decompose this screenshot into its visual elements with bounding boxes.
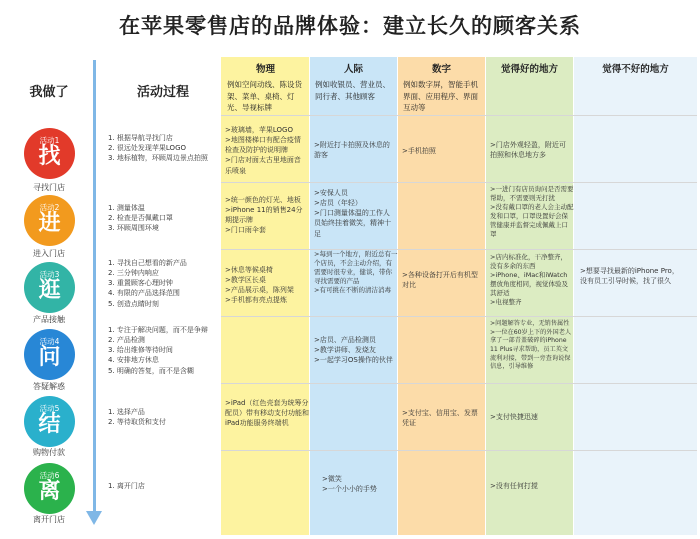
column-divider xyxy=(485,57,486,535)
activity-badge-enter xyxy=(24,195,75,246)
people-column-bg xyxy=(309,57,397,535)
activity-number: 活动2 xyxy=(39,203,60,212)
process-steps-text: 1. 测量体温 2. 检查是否佩戴口罩 3. 环顾周围环境 xyxy=(108,204,173,233)
header-physical-title: 物理 xyxy=(255,64,275,75)
column-divider xyxy=(397,57,398,535)
activity-number: 活动4 xyxy=(39,337,60,346)
process-steps-text: 1. 寻找自己想看的新产品 2. 三分钟内响应 3. 重置顾客心理时钟 4. 有限的产品选择范围 5. 创造点睛时刻 xyxy=(108,259,187,308)
header-bad-title: 觉得不好的地方 xyxy=(602,64,669,75)
row-divider xyxy=(221,383,697,384)
activity-badge-checkout xyxy=(24,396,75,447)
physical-cell: >统一颜色的灯光、地板 >iPhone 11的销售24分期提示牌 >门口雨伞套 xyxy=(225,196,303,235)
header-people-desc: 例如收银员、营业员、同行者、其他顾客 xyxy=(315,80,390,101)
left-column-header: 我做了 xyxy=(29,85,69,100)
physical-cell: >休息等候桌椅 >教学区长桌 >产品展示桌，陈列架 >手机都有亮点提炼 xyxy=(225,266,294,305)
activity-badge-leave xyxy=(24,463,75,514)
page-title: 在苹果零售店的品牌体验：建立长久的顾客关系 xyxy=(119,14,581,38)
header-good xyxy=(485,57,573,115)
good-cell: >问题解答专业，无销售属性 >一位在60岁上下的外国老人拿了一部青盖破碎的iPhone 11 Plus寻求帮助，员工英文流利对接，带到一旁查询说保信息，引导维修 xyxy=(490,320,572,371)
physical-cell: >iPad（红色壳套为统筹分配员）带有移动支付功能和iPad功能服务终端机 xyxy=(225,399,309,428)
activity-char: 找 xyxy=(38,144,61,169)
stage-label: 寻找门店 xyxy=(33,183,65,192)
activity-char: 逛 xyxy=(38,278,61,303)
row-divider xyxy=(221,450,697,451)
row-divider xyxy=(221,182,697,183)
row-divider xyxy=(221,249,697,250)
row-divider xyxy=(221,115,697,116)
header-bad xyxy=(573,57,697,115)
good-cell: >没有任何打搅 xyxy=(490,482,538,490)
process-column-header: 活动过程 xyxy=(136,85,189,100)
process-steps xyxy=(108,481,218,491)
good-cell: >店内标准化，干净整齐，没有多余的东西 >iPhone、iMac和iWatch摆放角度相同，视觉体验及其舒适 >电视整齐 xyxy=(490,253,568,307)
header-physical xyxy=(221,57,309,115)
people-cell: >安保人员 >店员（年轻） >门口测量体温的工作人员始终挂着微笑，精神十足 xyxy=(314,189,391,238)
good-cell: >一进门有店员询问是否需要帮助，不需要则无打扰 >没有戴口罩的老人会主动配发和口罩，口罩设置好会保管健康并监督完成佩戴上口罩 xyxy=(490,185,574,239)
activity-badge-browse xyxy=(24,262,75,313)
process-steps xyxy=(108,407,218,427)
timeline-arrow-head xyxy=(86,511,102,525)
people-cell: >每到一个地方，附近总有一个店员，不会主动介绍，有需要时很专业，健谈，带你寻找需要的产品 >有可挑在不断的清洁消毒 xyxy=(314,250,398,295)
process-steps xyxy=(108,133,218,163)
process-steps xyxy=(108,258,220,309)
stage-label: 答疑解惑 xyxy=(33,382,65,391)
activity-number: 活动5 xyxy=(39,404,60,413)
header-physical-desc: 例如空间动线、陈设货架、菜单、桌椅、灯光、导视标牌 xyxy=(227,80,302,112)
activity-char: 进 xyxy=(38,211,61,236)
bad-column-bg xyxy=(573,57,697,535)
process-steps-text: 1. 离开门店 xyxy=(108,482,145,490)
stage-label: 购物付款 xyxy=(33,448,65,457)
row-divider xyxy=(221,316,697,317)
header-digital-desc: 例如数字屏，智能手机界面、应用程序、界面互动等 xyxy=(403,80,478,112)
people-cell: >店员、产品检测员 >教学讲师、发烧友 >一起学习OS操作的伙伴 xyxy=(314,336,393,365)
good-cell: >门店外观轻盈，附近可拍照和休息地方多 xyxy=(490,141,566,160)
digital-cell: >手机拍照 xyxy=(402,147,436,155)
good-cell: >支付快捷迅速 xyxy=(490,413,538,421)
process-steps xyxy=(108,203,218,233)
activity-char: 结 xyxy=(38,412,61,437)
physical-cell: >玻璃墙，苹果LOGO >地图楼梯口有配合疫情检查及防护的说明牌 >门店对面太古里地面音乐喷泉 xyxy=(225,126,301,175)
header-people xyxy=(309,57,397,115)
header-people-title: 人际 xyxy=(343,64,363,75)
activity-badge-ask xyxy=(24,329,75,380)
column-divider xyxy=(573,57,574,535)
header-digital-title: 数字 xyxy=(431,64,451,75)
bad-cell: >想要寻找最新的iPhone Pro，没有员工引导时候，找了很久 xyxy=(580,267,679,286)
process-steps xyxy=(108,325,220,376)
process-steps-text: 1. 根据导航寻找门店 2. 很远处发现苹果LOGO 3. 地标植物，环顾周边景点拍照 xyxy=(108,134,208,163)
digital-column-bg xyxy=(397,57,485,535)
stage-label: 产品接触 xyxy=(33,315,65,324)
timeline-arrow-line xyxy=(93,60,96,515)
activity-number: 活动1 xyxy=(39,136,60,145)
process-steps-text: 1. 专注于解决问题，而不是争辩 2. 产品检测 3. 给出维修等待时间 4. 安排地方休息 5. 明确的答复，而不是含糊 xyxy=(108,326,208,375)
activity-char: 问 xyxy=(38,345,61,370)
header-digital xyxy=(397,57,485,115)
people-cell: >附近打卡拍照及休息的游客 xyxy=(314,141,390,160)
activity-badge-find xyxy=(24,128,75,179)
digital-cell: >支付宝、信用宝、发票凭证 xyxy=(402,409,478,428)
people-cell: >微笑 >一个小小的手势 xyxy=(322,475,377,494)
column-divider xyxy=(309,57,310,535)
process-steps-text: 1. 选择产品 2. 等待取货和支付 xyxy=(108,408,166,427)
stage-label: 进入门店 xyxy=(33,249,65,258)
activity-number: 活动3 xyxy=(39,270,60,279)
stage-label: 离开门店 xyxy=(33,515,65,524)
digital-cell: >各种设备打开后有机型对比 xyxy=(402,271,478,290)
activity-number: 活动6 xyxy=(39,471,60,480)
activity-char: 离 xyxy=(38,479,61,504)
header-good-title: 觉得好的地方 xyxy=(500,64,558,75)
